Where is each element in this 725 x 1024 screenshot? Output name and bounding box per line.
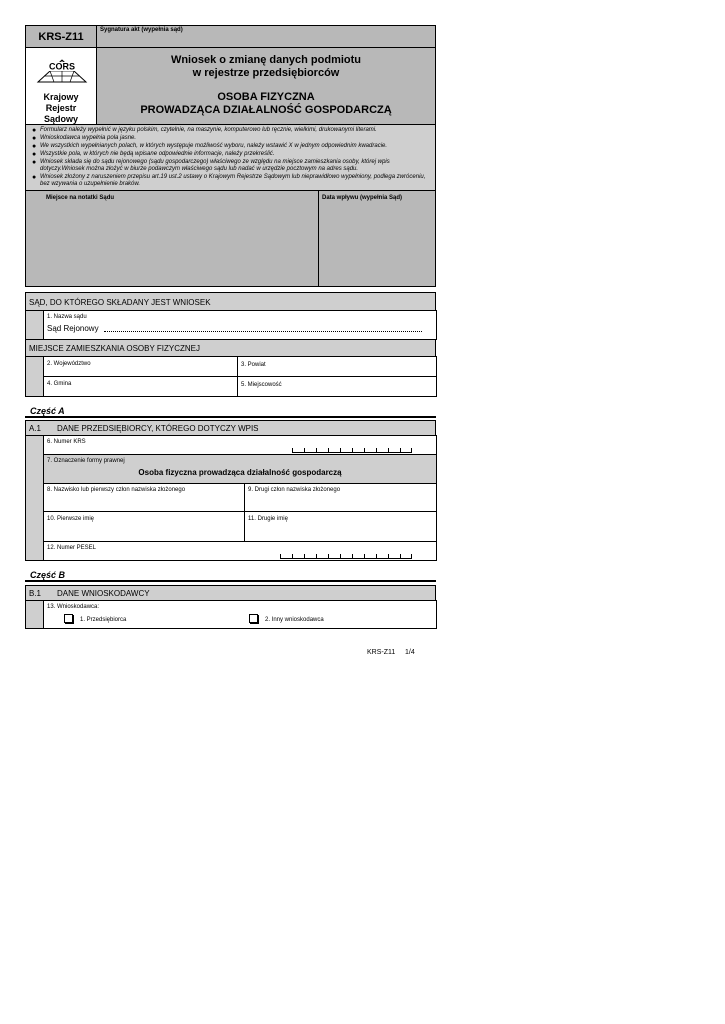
court-name-label: 1. Nazwa sądu (47, 314, 87, 320)
applicant-label: 13. Wnioskodawca: (47, 604, 100, 610)
footer-form-code: KRS-Z11 (367, 649, 396, 656)
county-label: 3. Powiat (241, 362, 266, 368)
court-notes-label: Miejsce na notatki Sądu (46, 195, 115, 201)
voivodeship-field[interactable] (43, 356, 238, 377)
instruction-3: We wszystkich wypełnianych polach, w których występuje możliwość wyboru, należy wstawić X w jednym odpowiednim kwadracie. (40, 143, 388, 149)
court-name-field[interactable] (43, 310, 437, 340)
part-a-section-header (25, 420, 436, 436)
voivodeship-label: 2. Województwo (47, 361, 91, 367)
form-subtitle-line2: PROWADZĄCA DZIAŁALNOŚĆ GOSPODARCZĄ (140, 104, 392, 116)
first-name-label: 10. Pierwsze imię (47, 516, 95, 522)
bullet-icon: ● (32, 151, 37, 158)
instructions-box (25, 124, 436, 191)
krs-logo-icon (34, 54, 90, 84)
applicant-field (43, 600, 437, 629)
instruction-5: Wniosek składa się do sądu rejonowego (sądu gospodarczego) właściwego ze względu na miejsce zamieszkania osoby, której wpis dotyczy.Wniosek można złożyć w biurze podawczym właściwego sądu lub nadać w urzędzie pocztowym na adres sądu. (40, 159, 390, 172)
pesel-field[interactable] (43, 541, 437, 561)
krs-number-field[interactable] (43, 435, 437, 455)
form-subtitle-line1: OSOBA FIZYCZNA (217, 91, 315, 103)
court-name-prefix: Sąd Rejonowy (47, 324, 99, 333)
commune-label: 4. Gmina (47, 381, 72, 387)
residence-section-heading: MIEJSCE ZAMIESZKANIA OSOBY FIZYCZNEJ (29, 344, 200, 353)
county-field[interactable] (237, 356, 437, 377)
instruction-1: Formularz należy wypełnić w języku polskim, czytelnie, na maszynie, komputerowo lub ręcznie, wielkimi, drukowanymi literami. (40, 127, 377, 133)
residence-section-header (25, 339, 436, 357)
court-section-heading: SĄD, DO KTÓREGO SKŁADANY JEST WNIOSEK (29, 298, 211, 307)
part-b-title: Część B (30, 570, 66, 580)
part-b-rule (25, 580, 436, 582)
part-b-fields-wrapper (25, 600, 436, 629)
pesel-digit-boxes[interactable] (280, 554, 412, 559)
signature-box (96, 25, 436, 48)
pesel-label: 12. Numer PESEL (47, 545, 97, 551)
part-a-section-title: DANE PRZEDSIĘBIORCY, KTÓREGO DOTYCZY WPIS (57, 424, 259, 433)
second-name-label: 11. Drugie imię (248, 516, 288, 522)
form-title-line2: w rejestrze przedsiębiorców (192, 67, 340, 79)
form-code-box (25, 25, 97, 48)
part-b-section-header (25, 585, 436, 601)
legal-form-value: Osoba fizyczna prowadząca działalność gospodarczą (138, 468, 342, 477)
legal-form-label: 7. Oznaczenie formy prawnej (47, 458, 125, 464)
court-notes-box (25, 190, 319, 287)
locality-field[interactable] (237, 376, 437, 397)
instruction-2: Wnioskodawca wypełnia pola jasne. (40, 135, 137, 141)
registry-name: Krajowy Rejestr Sądowy (43, 92, 79, 124)
bullet-icon: ● (32, 143, 37, 150)
surname-first-part-label: 8. Nazwisko lub pierwszy człon nazwiska złożonego (47, 487, 186, 493)
signature-label: Sygnatura akt (wypełnia sąd) (100, 27, 183, 33)
bullet-icon: ● (32, 174, 37, 181)
surname-first-part-field[interactable] (43, 483, 245, 512)
form-title-line1: Wniosek o zmianę danych podmiotu (170, 54, 362, 66)
krs-number-label: 6. Numer KRS (47, 439, 86, 445)
entrepreneur-checkbox[interactable] (64, 614, 73, 623)
court-section-header (25, 292, 436, 311)
court-field-wrapper (25, 310, 436, 340)
receipt-date-box (318, 190, 436, 287)
logo-text: CORS (48, 61, 76, 72)
surname-second-part-field[interactable] (244, 483, 437, 512)
part-a-fields-wrapper (25, 435, 436, 561)
instruction-6: Wniosek złożony z naruszeniem przepisu art.19 ust.2 ustawy o Krajowym Rejestrze Sądowym lub nieprawidłowo wypełniony, podlega zwróceniu, bez wzywania o uzupełnienie braków. (40, 174, 426, 187)
second-name-field[interactable] (244, 511, 437, 542)
logo-box (25, 47, 97, 125)
first-name-field[interactable] (43, 511, 245, 542)
commune-field[interactable] (43, 376, 238, 397)
court-name-dotted-line (104, 331, 422, 332)
surname-second-part-label: 9. Drugi człon nazwiska złożonego (248, 487, 341, 493)
bullet-icon: ● (32, 127, 37, 134)
krs-number-digit-boxes[interactable] (292, 448, 412, 453)
legal-form-field (43, 454, 437, 484)
residence-fields-wrapper (25, 356, 436, 397)
bullet-icon: ● (32, 135, 37, 142)
other-applicant-checkbox[interactable] (249, 614, 258, 623)
form-code: KRS-Z11 (38, 31, 84, 43)
instruction-4: Wszystkie pola, w których nie będą wpisane odpowiednie informacje, należy przekreślić. (40, 151, 275, 157)
footer-page-number: 1/4 (405, 649, 415, 656)
bullet-icon: ● (32, 159, 37, 166)
part-a-section-number: A.1 (29, 424, 42, 433)
entrepreneur-option-label: 1. Przedsiębiorca (80, 617, 127, 623)
part-b-section-number: B.1 (29, 589, 42, 598)
other-applicant-option-label: 2. Inny wnioskodawca (265, 617, 324, 623)
locality-label: 5. Miejscowość (241, 382, 282, 388)
part-a-title: Część A (30, 406, 65, 416)
title-box (96, 47, 436, 125)
receipt-date-label: Data wpływu (wypełnia Sąd) (322, 195, 403, 201)
part-a-rule (25, 416, 436, 418)
part-b-section-title: DANE WNIOSKODAWCY (57, 589, 150, 598)
